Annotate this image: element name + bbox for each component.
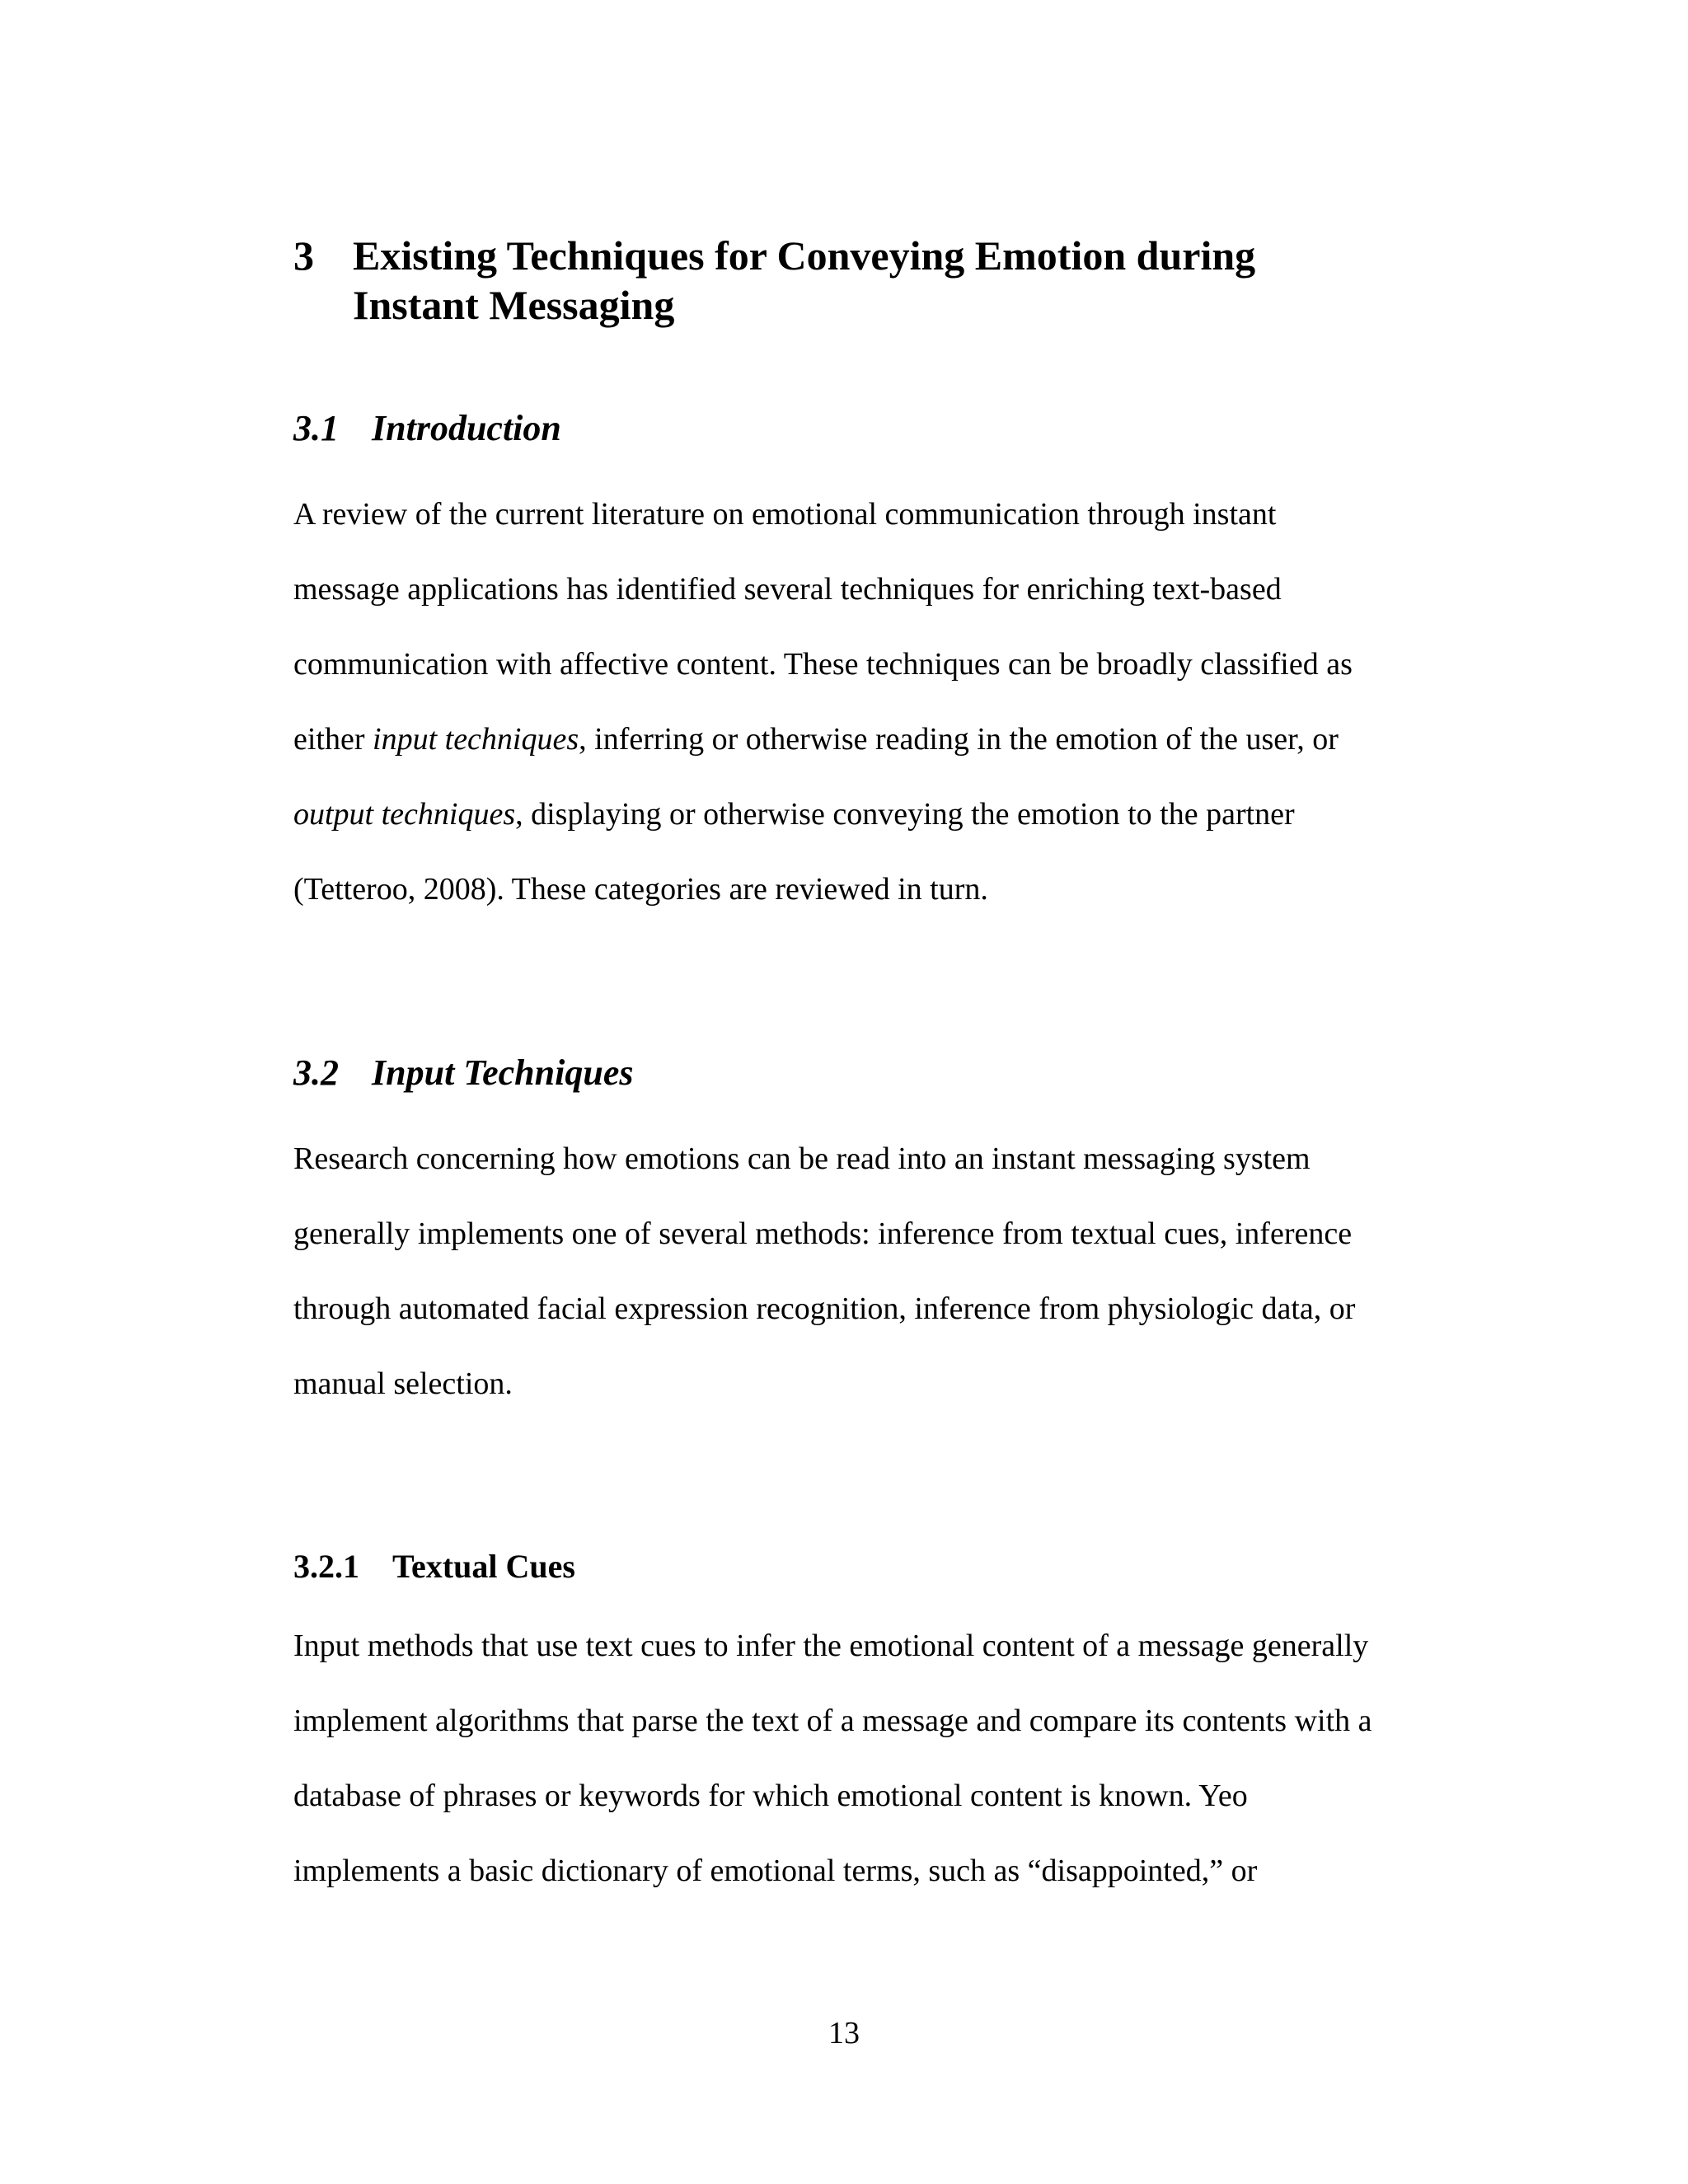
text-run: through automated facial expression recognition, inference from physiologic data, or	[293, 1291, 1356, 1326]
intro-line-1	[293, 494, 1276, 534]
subsection-3-2-1-number: 3.2.1	[293, 1548, 359, 1585]
text-run: either	[293, 722, 373, 757]
text-run: implement algorithms that parse the text of a message and compare its contents with a	[293, 1704, 1372, 1738]
text-run: generally implements one of several methods: inference from textual cues, inference	[293, 1216, 1353, 1251]
subsection-3-2-1-title: Textual Cues	[392, 1548, 575, 1585]
text-run: A review of the current literature on emotional communication through instant	[293, 497, 1277, 532]
page-number: 13	[828, 2016, 860, 2050]
section-3-2-number: 3.2	[293, 1052, 339, 1093]
input-line-1	[293, 1139, 1311, 1179]
chapter-number: 3	[293, 232, 314, 279]
textual-line-2	[293, 1701, 1372, 1741]
intro-line-3	[293, 644, 1353, 684]
text-run: manual selection.	[293, 1366, 513, 1401]
chapter-title-line-1: Existing Techniques for Conveying Emotion during	[353, 232, 1256, 279]
intro-line-2	[293, 569, 1282, 609]
chapter-title-line-2: Instant Messaging	[353, 282, 675, 328]
section-3-1-number: 3.1	[293, 408, 339, 448]
section-3-1-title: Introduction	[372, 408, 561, 448]
text-run: , inferring or otherwise reading in the emotion of the user, or	[579, 722, 1339, 757]
emphasis-term: input techniques	[373, 722, 579, 757]
textual-line-1	[293, 1626, 1368, 1666]
emphasis-term: output techniques	[293, 797, 516, 832]
section-3-2-title: Input Techniques	[372, 1052, 634, 1093]
text-run: Research concerning how emotions can be read into an instant messaging system	[293, 1141, 1311, 1176]
text-run: (Tetteroo, 2008). These categories are reviewed in turn.	[293, 872, 988, 907]
text-run: communication with affective content. These techniques can be broadly classified as	[293, 647, 1353, 682]
input-line-2	[293, 1214, 1352, 1254]
text-run: message applications has identified several techniques for enriching text-based	[293, 572, 1282, 607]
text-run: database of phrases or keywords for which emotional content is known. Yeo	[293, 1779, 1248, 1813]
textual-line-3	[293, 1776, 1248, 1816]
intro-line-6	[293, 869, 988, 909]
intro-line-4	[293, 719, 1339, 759]
input-line-3	[293, 1289, 1355, 1329]
textual-line-4	[293, 1851, 1257, 1891]
intro-line-5	[293, 794, 1295, 834]
text-run: , displaying or otherwise conveying the emotion to the partner	[515, 797, 1295, 832]
text-run: implements a basic dictionary of emotional terms, such as “disappointed,” or	[293, 1854, 1258, 1888]
input-line-4	[293, 1364, 513, 1404]
text-run: Input methods that use text cues to infer the emotional content of a message generally	[293, 1629, 1369, 1663]
